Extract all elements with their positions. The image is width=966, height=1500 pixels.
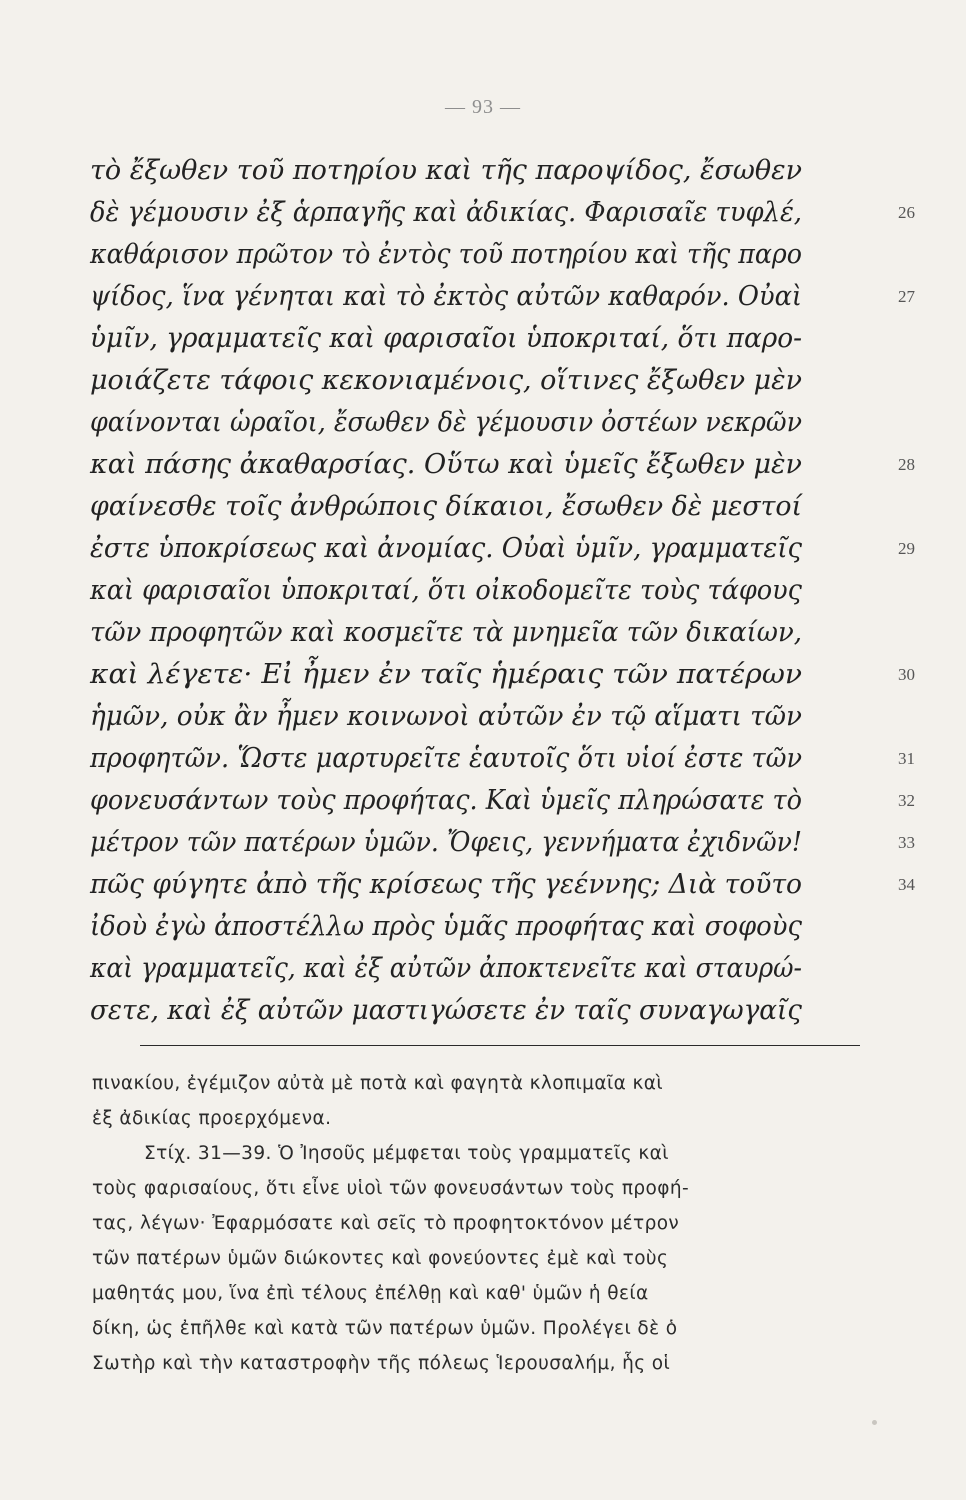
main-text-line (90, 234, 860, 276)
main-text-line (90, 738, 915, 780)
main-line-text: καὶ πάσης ἀκαθαρσίας. Οὕτω καὶ ὑμεῖς ἔξωθεν μὲν (90, 449, 803, 480)
main-text-line (90, 402, 860, 444)
main-line-text: φαίνονται ὡραῖοι, ἔσωθεν δὲ γέμουσιν ὀστέων νεκρῶν (90, 407, 802, 438)
main-text-block (90, 150, 915, 1032)
verse-number: 31 (898, 749, 915, 768)
main-line-text: μοιάζετε τάφοις κεκονιαμένοις, οἵτινες ἔξωθεν μὲν (90, 365, 802, 396)
main-line-text: δὲ γέμουσιν ἐξ ἁρπαγῆς καὶ ἀδικίας. Φαρισαῖε τυφλέ, (90, 197, 802, 228)
main-text-line (90, 864, 915, 906)
verse-number: 27 (898, 287, 915, 306)
main-text-line (90, 612, 860, 654)
paper-speck (872, 1420, 877, 1425)
main-line-text: πῶς φύγητε ἀπὸ τῆς κρίσεως τῆς γεέννης; Διὰ τοῦτο (90, 869, 802, 900)
main-line-text: τὸ ἔξωθεν τοῦ ποτηρίου καὶ τῆς παροψίδος, ἔσωθεν (90, 155, 802, 186)
commentary-line: δίκη, ὡς ἐπῆλθε καὶ κατὰ τῶν πατέρων ὑμῶν. Προλέγει δὲ ὁ (92, 1318, 678, 1339)
verse-number: 26 (898, 203, 915, 222)
commentary-line: τας, λέγων· Ἐφαρμόσατε καὶ σεῖς τὸ προφητοκτόνον μέτρον (92, 1213, 680, 1234)
main-text-line (90, 654, 915, 696)
commentary-line: Σωτὴρ καὶ τὴν καταστροφὴν τῆς πόλεως Ἱερουσαλήμ, ἧς οἱ (92, 1353, 671, 1374)
main-line-text: καθάρισον πρῶτον τὸ ἐντὸς τοῦ ποτηρίου καὶ τῆς παρο (90, 239, 802, 270)
footnote-divider (140, 1045, 860, 1046)
main-text-line (90, 780, 915, 822)
main-text-line (90, 150, 860, 192)
verse-number: 28 (898, 455, 915, 474)
verse-number: 29 (898, 539, 915, 558)
verse-number: 34 (898, 875, 915, 894)
main-line-text: ἰδοὺ ἐγὼ ἀποστέλλω πρὸς ὑμᾶς προφήτας καὶ σοφοὺς (90, 911, 802, 942)
main-text-line (90, 360, 860, 402)
main-line-text: καὶ λέγετε· Εἰ ἦμεν ἐν ταῖς ἡμέραις τῶν πατέρων (90, 659, 802, 690)
main-text-line (90, 822, 915, 864)
main-text-line (90, 906, 860, 948)
verse-number: 32 (898, 791, 915, 810)
main-line-text: ὑμῖν, γραμματεῖς καὶ φαρισαῖοι ὑποκριταί, ὅτι παρο- (90, 323, 802, 354)
commentary-block (92, 1066, 852, 1381)
main-line-text: τῶν προφητῶν καὶ κοσμεῖτε τὰ μνημεῖα τῶν δικαίων, (90, 617, 802, 648)
main-line-text: σετε, καὶ ἐξ αὐτῶν μαστιγώσετε ἐν ταῖς συναγωγαῖς (90, 995, 802, 1026)
main-text-line (90, 696, 860, 738)
main-line-text: φονευσάντων τοὺς προφήτας. Καὶ ὑμεῖς πληρώσατε τὸ (90, 785, 802, 816)
commentary-line: ἐξ ἀδικίας προερχόμενα. (92, 1108, 332, 1129)
main-text-line (90, 570, 860, 612)
main-line-text: ἐστε ὑποκρίσεως καὶ ἀνομίας. Οὐαὶ ὑμῖν, γραμματεῖς (90, 533, 802, 564)
main-text-line (90, 990, 860, 1032)
verse-number: 33 (898, 833, 915, 852)
commentary-line: τοὺς φαρισαίους, ὅτι εἶνε υἱοὶ τῶν φονευσάντων τοὺς προφή- (92, 1178, 690, 1199)
verse-number: 30 (898, 665, 915, 684)
main-line-text: ἡμῶν, οὐκ ἂν ἦμεν κοινωνοὶ αὐτῶν ἐν τῷ αἵματι τῶν (90, 701, 802, 732)
main-line-text: μέτρον τῶν πατέρων ὑμῶν. Ὄφεις, γεννήματα ἐχιδνῶν! (90, 827, 802, 858)
main-text-line (90, 318, 860, 360)
main-text-line (90, 528, 915, 570)
main-text-line (90, 192, 915, 234)
commentary-line: πινακίου, ἐγέμιζον αὐτὰ μὲ ποτὰ καὶ φαγητὰ κλοπιμαῖα καὶ (92, 1073, 664, 1094)
main-line-text: προφητῶν. Ὥστε μαρτυρεῖτε ἑαυτοῖς ὅτι υἱοί ἐστε τῶν (90, 743, 802, 774)
commentary-line: Στίχ. 31—39. Ὁ Ἰησοῦς μέμφεται τοὺς γραμματεῖς καὶ (144, 1143, 669, 1164)
main-text-line (90, 276, 915, 318)
page-number: — 93 — (445, 96, 521, 118)
main-text-line (90, 444, 915, 486)
main-text-line (90, 486, 860, 528)
commentary-line: μαθητάς μου, ἵνα ἐπὶ τέλους ἐπέλθῃ καὶ καθ' ὑμῶν ἡ θεία (92, 1283, 649, 1304)
commentary-line: τῶν πατέρων ὑμῶν διώκοντες καὶ φονεύοντες ἐμὲ καὶ τοὺς (92, 1248, 669, 1269)
main-line-text: φαίνεσθε τοῖς ἀνθρώποις δίκαιοι, ἔσωθεν δὲ μεστοί (90, 491, 802, 522)
main-line-text: καὶ γραμματεῖς, καὶ ἐξ αὐτῶν ἀποκτενεῖτε καὶ σταυρώ- (90, 953, 802, 984)
main-line-text: ψίδος, ἵνα γένηται καὶ τὸ ἐκτὸς αὐτῶν καθαρόν. Οὐαὶ (90, 281, 802, 312)
main-text-line (90, 948, 860, 990)
main-line-text: καὶ φαρισαῖοι ὑποκριταί, ὅτι οἰκοδομεῖτε τοὺς τάφους (90, 575, 802, 606)
